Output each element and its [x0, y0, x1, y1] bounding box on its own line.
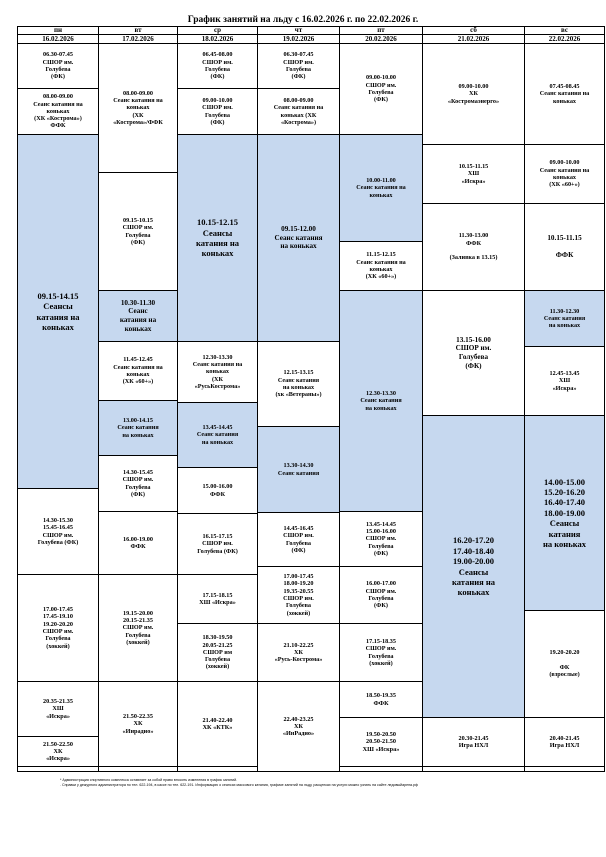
public-skating-cell: 11.30-12.30 Сеанс катания на коньках	[524, 290, 605, 347]
public-skating-cell: 10.00-11.00 Сеанс катания на коньках	[339, 134, 423, 242]
session-cell: 11.45-12.45 Сеанс катания на коньках (ХК «60+»)	[98, 341, 178, 401]
session-cell: 16.00-19.00 ФФК	[98, 511, 178, 575]
session-cell: 07.45-08.45 Сеанс катания на коньках	[524, 43, 605, 145]
session-cell: 20.35-21.35 ХШ «Искра»	[17, 681, 99, 737]
public-skating-cell: 16.20-17.20 17.40-18.40 19.00-20.00 Сеансы катания на коньках	[422, 415, 525, 718]
footnotes	[60, 778, 600, 789]
session-cell: 10.15-11.15 ФФК	[524, 203, 605, 291]
session-cell: 11.30-13.00 ФФК (Заливка в 13.15)	[422, 203, 525, 291]
public-skating-cell: 09.15-14.15 Сеансы катания на коньках	[17, 134, 99, 489]
day-name-sat: сб	[422, 26, 525, 35]
day-date-sun: 22.02.2026	[524, 34, 605, 44]
public-skating-cell: 14.00-15.00 15.20-16.20 16.40-17.40 18.00-19.00 Сеансы катания на коньках	[524, 415, 605, 611]
public-skating-cell: 13.30-14.30 Сеанс катания	[257, 426, 340, 513]
session-cell: 09.00-10.00 СШОР им. Голубева (ФК)	[177, 88, 258, 135]
footnote: . Справки у дежурного администратора по тел. 622-194, в кассе по тел. 622-191. Информацию о сеансах массового катания, графике занятий на льду, расценках на услуги можно узнать на сайте ледовыйарена.рф	[60, 783, 419, 788]
public-skating-cell: 13.00-14.15 Сеанс катания на коньках	[98, 400, 178, 456]
session-cell	[422, 766, 525, 772]
session-cell: 21.50-22.50 ХК «Искра»	[17, 736, 99, 767]
day-name-wed: ср	[177, 26, 258, 35]
public-skating-cell: 13.45-14.45 Сеанс катания на коньках	[177, 402, 258, 468]
session-cell: 16.15-17.15 СШОР им. Голубева (ФК)	[177, 513, 258, 575]
session-cell	[177, 766, 258, 772]
day-name-mon: пн	[17, 26, 99, 35]
session-cell: 15.00-16.00 ФФК	[177, 467, 258, 514]
session-cell: 18.30-19.50 20.05-21.25 СШОР им Голубева (хоккей)	[177, 623, 258, 682]
session-cell: 14.30-15.30 15.45-16.45 СШОР им. Голубева (ФК)	[17, 488, 99, 575]
session-cell: 19.20-20.20 ФК (взрослые)	[524, 610, 605, 718]
session-cell: 08.00-09.00 Сеанс катания на коньках (ХК «Кострома») ФФК	[17, 88, 99, 135]
session-cell	[98, 766, 178, 772]
session-cell: 10.15-11.15 ХШ «Искра»	[422, 144, 525, 204]
session-cell	[524, 766, 605, 772]
session-cell: 12.45-13.45 ХШ «Искра»	[524, 346, 605, 416]
session-cell	[339, 766, 423, 772]
schedule-table	[17, 26, 605, 772]
session-cell: 20.30-21.45 Игра НХЛ	[422, 717, 525, 767]
session-cell: 06.45-08.00 СШОР им. Голубева (ФК)	[177, 43, 258, 89]
session-cell: 09.15-10.15 СШОР им. Голубева (ФК)	[98, 172, 178, 291]
public-skating-cell: 12.30-13.30 Сеанс катания на коньках	[339, 290, 423, 512]
day-name-fri: пт	[339, 26, 423, 35]
day-date-wed: 18.02.2026	[177, 34, 258, 44]
session-cell: 13.15-16.00 СШОР им. Голубева (ФК)	[422, 290, 525, 416]
day-date-sat: 21.02.2026	[422, 34, 525, 44]
session-cell: 17.00-17.45 17.45-19.10 19.20-20.20 СШОР им. Голубева (хоккей)	[17, 574, 99, 682]
day-date-mon: 16.02.2026	[17, 34, 99, 44]
day-date-fri: 20.02.2026	[339, 34, 423, 44]
session-cell: 06.30-07.45 СШОР им. Голубева (ФК)	[257, 43, 340, 89]
session-cell: 14.45-16.45 СШОР им. Голубева (ФК)	[257, 512, 340, 567]
session-cell: 19.50-20.50 20.50-21.50 ХШ «Искра»	[339, 717, 423, 767]
public-skating-cell: 10.30-11.30 Сеанс катания на коньках	[98, 290, 178, 342]
session-cell: 09.00-10.00 ХК «Костромаэнерго»	[422, 43, 525, 145]
day-date-thu: 19.02.2026	[257, 34, 340, 44]
session-cell: 08.00-09.00 Сеанс катания на коньках (ХК «Кострома»/ФФК	[98, 43, 178, 173]
session-cell: 17.15-18.35 СШОР им. Голубева (хоккей)	[339, 623, 423, 682]
session-cell: 08.00-09.00 Сеанс катания на коньках (ХК «Кострома»)	[257, 88, 340, 135]
session-cell: 21.40-22.40 ХК «КТК»	[177, 681, 258, 767]
session-cell: 11.15-12.15 Сеанс катания на коньках (ХК «60+»)	[339, 241, 423, 291]
session-cell: 18.50-19.35 ФФК	[339, 681, 423, 718]
public-skating-cell: 09.15-12.00 Сеанс катания на коньках	[257, 134, 340, 342]
session-cell: 14.30-15.45 СШОР им. Голубева (ФК)	[98, 455, 178, 512]
day-date-tue: 17.02.2026	[98, 34, 178, 44]
session-cell: 12.30-13.30 Сеанс катания на коньках (ХК «РусьКострома»	[177, 341, 258, 403]
session-cell: 06.30-07.45 СШОР им. Голубева (ФК)	[17, 43, 99, 89]
session-cell: 20.40-21.45 Игра НХЛ	[524, 717, 605, 767]
public-skating-cell: 10.15-12.15 Сеансы катания на коньках	[177, 134, 258, 342]
footnote: * Администрация спортивного комплекса оставляет за собой право вносить изменения в график занятий.	[60, 778, 238, 782]
day-name-tue: вт	[98, 26, 178, 35]
session-cell: 22.40-23.25 ХК «ИнРадио»	[257, 681, 340, 772]
session-cell: 09.00-10.00 Сеанс катания на коньках (ХК «60+»)	[524, 144, 605, 204]
session-cell: 19.15-20.00 20.15-21.35 СШОР им. Голубева (хоккей)	[98, 574, 178, 682]
session-cell: 17.00-17.45 18.00-19.20 19.35-20.55 СШОР им. Голубева (хоккей)	[257, 566, 340, 624]
session-cell: 16.00-17.00 СШОР им. Голубева (ФК)	[339, 566, 423, 624]
session-cell	[17, 766, 99, 772]
session-cell: 21.10-22.25 ХК «Русь-Кострома»	[257, 623, 340, 682]
page-title: График занятий на льду с 16.02.2026 г. по 22.02.2026 г.	[187, 15, 419, 25]
session-cell: 09.00-10.00 СШОР им. Голубева (ФК)	[339, 43, 423, 135]
session-cell: 21.50-22.35 ХК «Инрадио»	[98, 681, 178, 767]
session-cell: 13.45-14.45 15.00-16.00 СШОР им. Голубева (ФК)	[339, 511, 423, 567]
session-cell: 17.15-18.15 ХШ «Искра»	[177, 574, 258, 624]
day-name-sun: вс	[524, 26, 605, 35]
session-cell: 12.15-13.15 Сеанс катания на коньках (хк «Ветераны»)	[257, 341, 340, 427]
day-name-thu: чт	[257, 26, 340, 35]
